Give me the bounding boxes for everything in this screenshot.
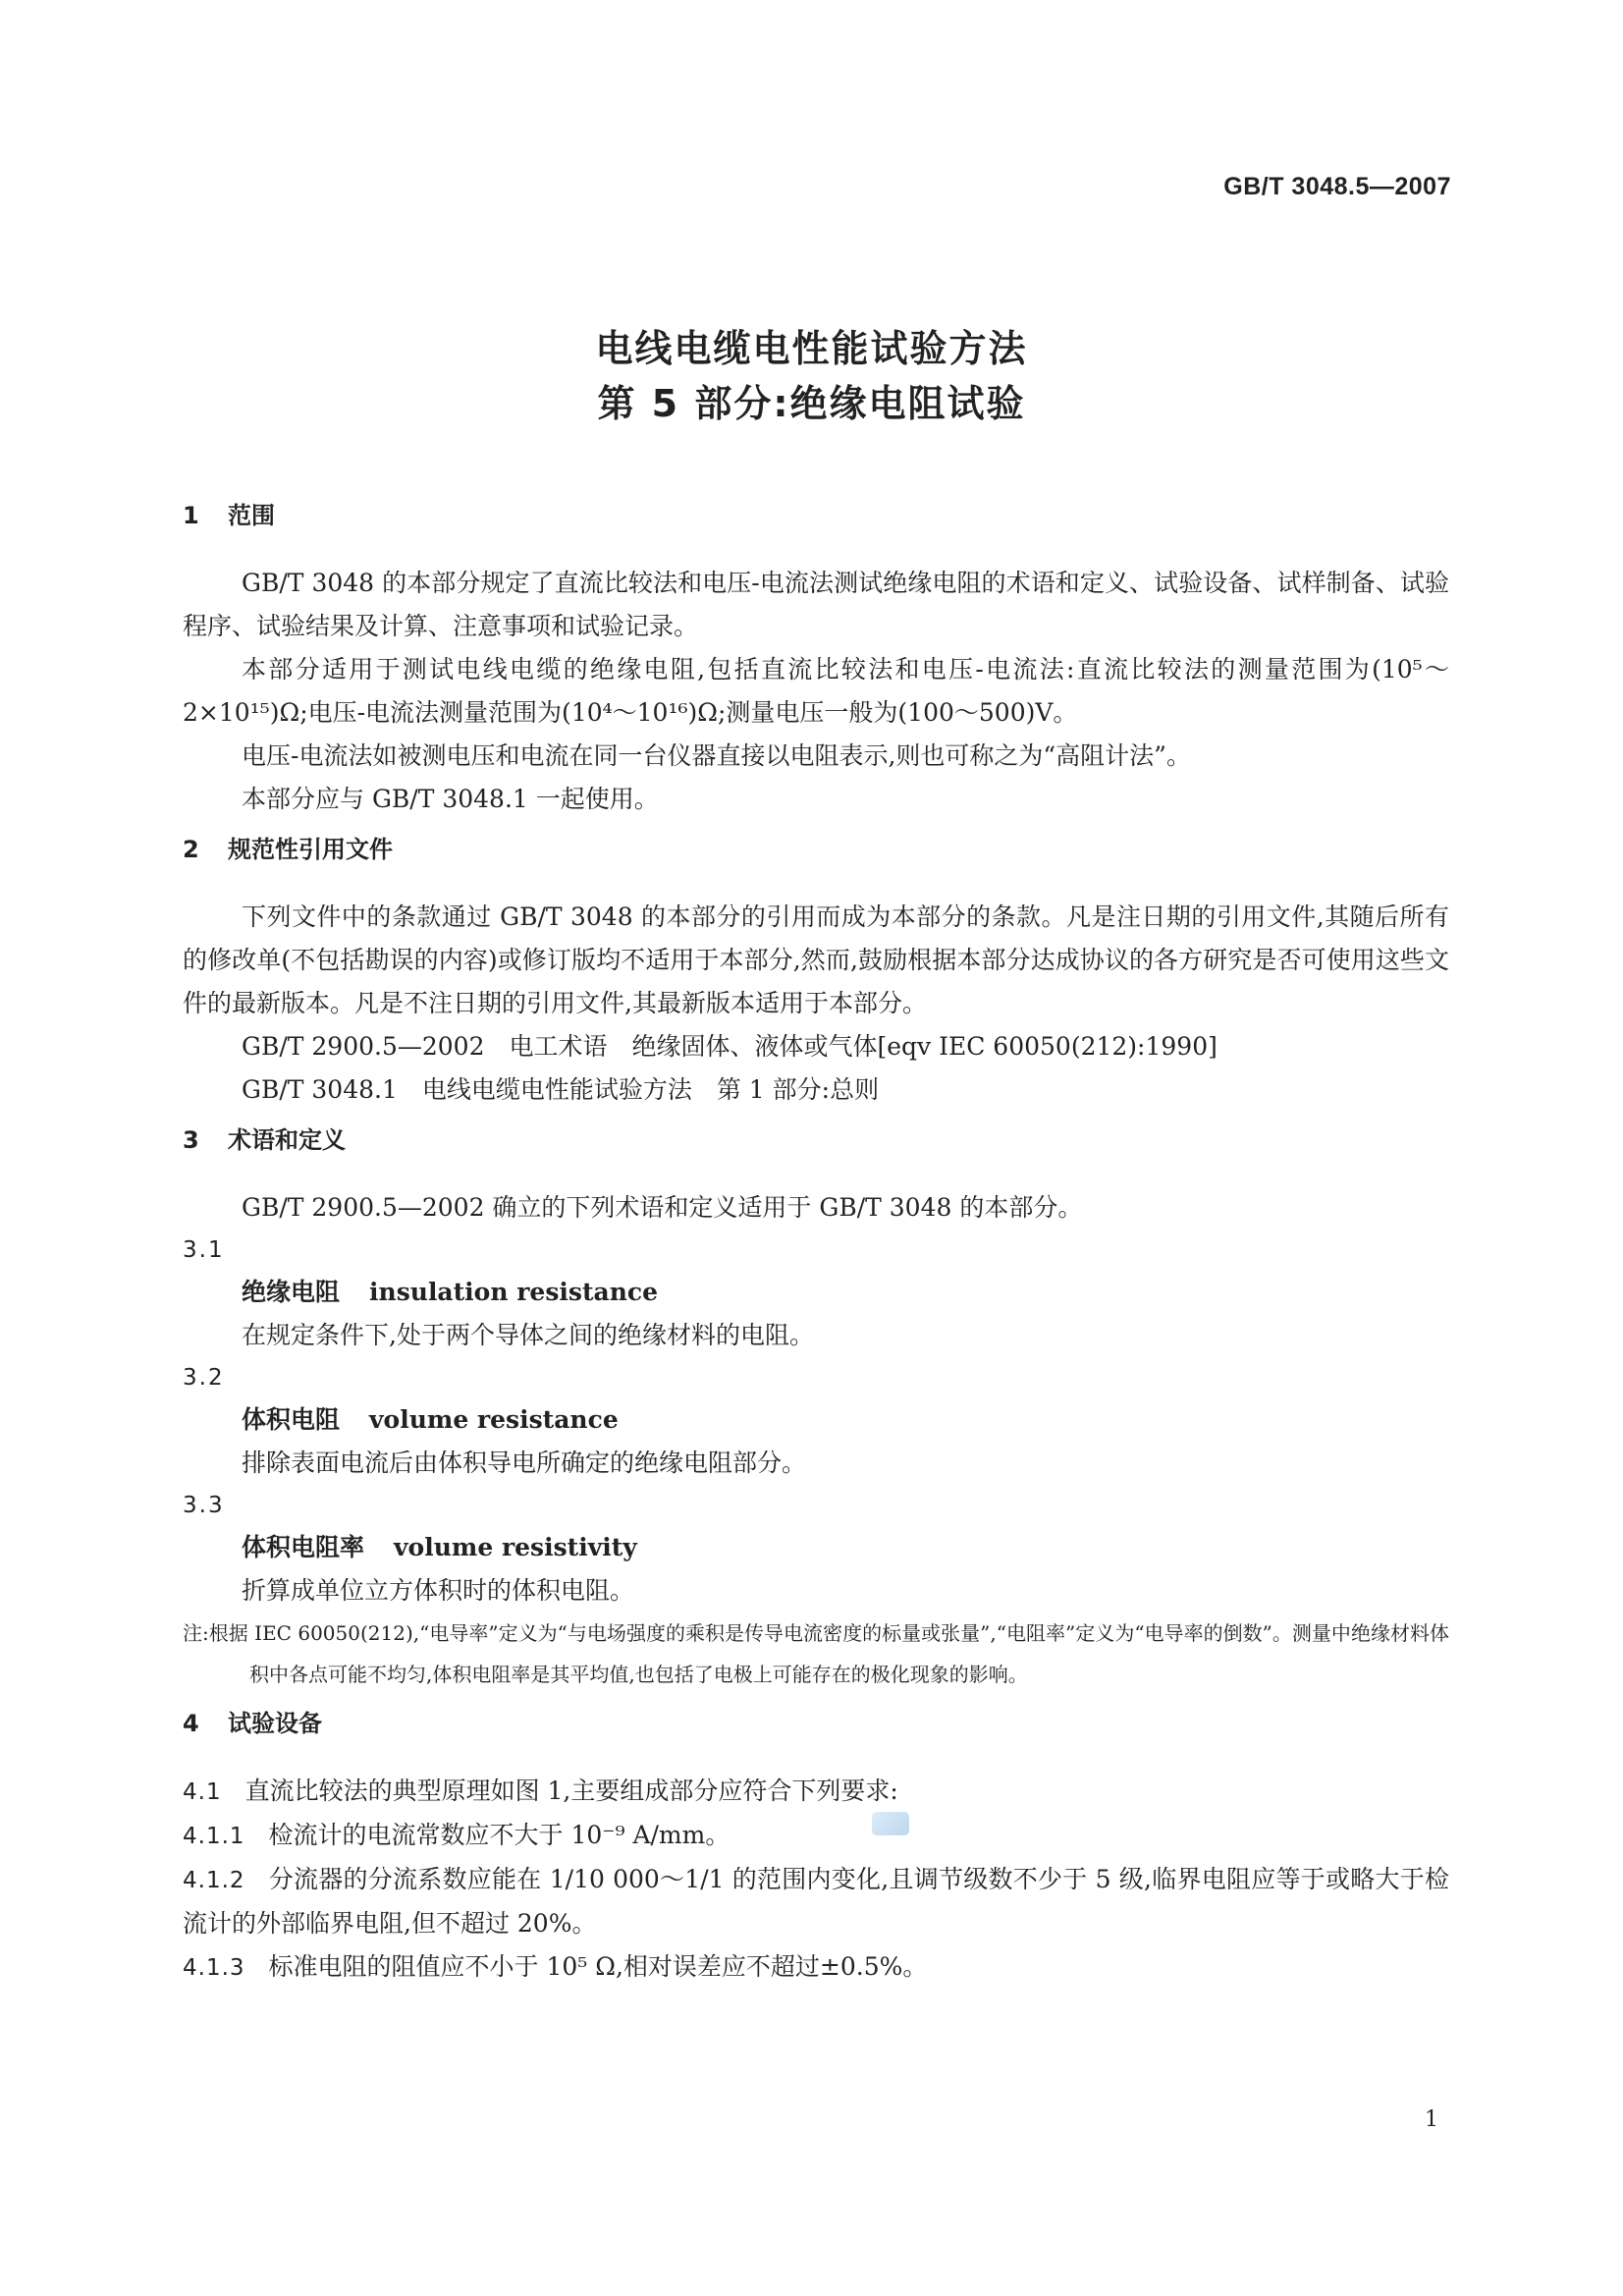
term-english: insulation resistance (369, 1278, 659, 1306)
clause-number: 4.1.2 (183, 1868, 245, 1893)
term-english: volume resistance (369, 1405, 619, 1434)
document-subtitle: 第 5 部分:绝缘电阻试验 (597, 382, 1026, 425)
term-definition: 排除表面电流后由体积导电所确定的绝缘电阻部分。 (242, 1449, 807, 1477)
clause-item (183, 1770, 1449, 1814)
paragraph: 本部分应与 GB/T 3048.1 一起使用。 (242, 785, 659, 813)
clause-item (183, 1945, 1449, 1990)
section-heading-normative-references (183, 835, 1449, 864)
term-chinese: 绝缘电阻 (242, 1278, 341, 1306)
document-title: 电线电缆电性能试验方法 (595, 327, 1028, 370)
reference-item: GB/T 3048.1 电线电缆电性能试验方法 第 1 部分:总则 (242, 1075, 880, 1104)
term-entry (183, 1526, 1449, 1569)
page-number: 1 (1425, 2107, 1438, 2132)
clause-number: 3.1 (183, 1237, 225, 1263)
standard-code: GB/T 3048.5—2007 (1223, 173, 1451, 200)
section-title: 术语和定义 (228, 1126, 346, 1154)
paragraph: 电压-电流法如被测电压和电流在同一台仪器直接以电阻表示,则也可称之为“高阻计法”。 (242, 741, 1191, 770)
term-entry (183, 1398, 1449, 1442)
term-chinese: 体积电阻 (242, 1405, 341, 1434)
clause-text: 分流器的分流系数应能在 1/10 000～1/1 的范围内变化,且调节级数不少于 5 级,临界电阻应等于或略大于检流计的外部临界电阻,但不超过 20%。 (183, 1865, 1449, 1938)
clause-number: 4.1 (183, 1779, 222, 1805)
section-title: 范围 (228, 502, 275, 529)
paragraph: 下列文件中的条款通过 GB/T 3048 的本部分的引用而成为本部分的条款。凡是注日期的引用文件,其随后所有的修改单(不包括勘误的内容)或修订版均不适用于本部分,然而,鼓励根据本部分达成协议的各方研究是否可使用这些文件的最新版本。凡是不注日期的引用文件,其最新版本适用于本部分。 (183, 902, 1449, 1017)
paragraph: GB/T 3048 的本部分规定了直流比较法和电压-电流法测试绝缘电阻的术语和定义、试验设备、试样制备、试验程序、试验结果及计算、注意事项和试验记录。 (183, 569, 1449, 640)
section-number: 1 (183, 502, 199, 529)
paragraph: 本部分适用于测试电线电缆的绝缘电阻,包括直流比较法和电压-电流法:直流比较法的测量范围为(10⁵～2×10¹⁵)Ω;电压-电流法测量范围为(10⁴～10¹⁶)Ω;测量电压一般为(100～500)V。 (183, 655, 1449, 727)
clause-number: 4.1.1 (183, 1824, 245, 1849)
section-heading-test-equipment (183, 1709, 1449, 1738)
clause-number: 4.1.3 (183, 1955, 245, 1981)
section-number: 4 (183, 1710, 199, 1737)
section-title: 试验设备 (228, 1710, 322, 1737)
clause-number: 3.2 (183, 1365, 225, 1391)
section-heading-scope (183, 501, 1449, 530)
clause-text: 直流比较法的典型原理如图 1,主要组成部分应符合下列要求: (244, 1777, 898, 1805)
term-chinese: 体积电阻率 (242, 1533, 365, 1561)
paragraph: GB/T 2900.5—2002 确立的下列术语和定义适用于 GB/T 3048 的本部分。 (242, 1193, 1083, 1222)
term-english: volume resistivity (394, 1533, 637, 1561)
reference-item: GB/T 2900.5—2002 电工术语 绝缘固体、液体或气体[eqv IEC 60050(212):1990] (242, 1032, 1217, 1061)
term-definition: 折算成单位立方体积时的体积电阻。 (242, 1576, 635, 1605)
document-body (183, 501, 1449, 1990)
section-title: 规范性引用文件 (228, 836, 393, 863)
section-number: 2 (183, 836, 199, 863)
note: 注:根据 IEC 60050(212),“电导率”定义为“与电场强度的乘积是传导电流密度的标量或张量”,“电阻率”定义为“电导率的倒数”。测量中绝缘材料体积中各点可能不均匀,体积电阻率是其平均值,也包括了电极上可能存在的极化现象的影响。 (183, 1621, 1449, 1686)
clause-number: 3.3 (183, 1493, 225, 1518)
clause-item (183, 1814, 1449, 1858)
clause-text: 标准电阻的阻值应不小于 10⁵ Ω,相对误差应不超过±0.5%。 (268, 1952, 928, 1981)
section-number: 3 (183, 1126, 199, 1154)
clause-item (183, 1858, 1449, 1945)
term-definition: 在规定条件下,处于两个导体之间的绝缘材料的电阻。 (242, 1321, 814, 1349)
clause-text: 检流计的电流常数应不大于 10⁻⁹ A/mm。 (268, 1821, 730, 1849)
term-entry (183, 1271, 1449, 1314)
watermark-logo-icon (872, 1812, 909, 1835)
section-heading-terms-definitions (183, 1125, 1449, 1155)
